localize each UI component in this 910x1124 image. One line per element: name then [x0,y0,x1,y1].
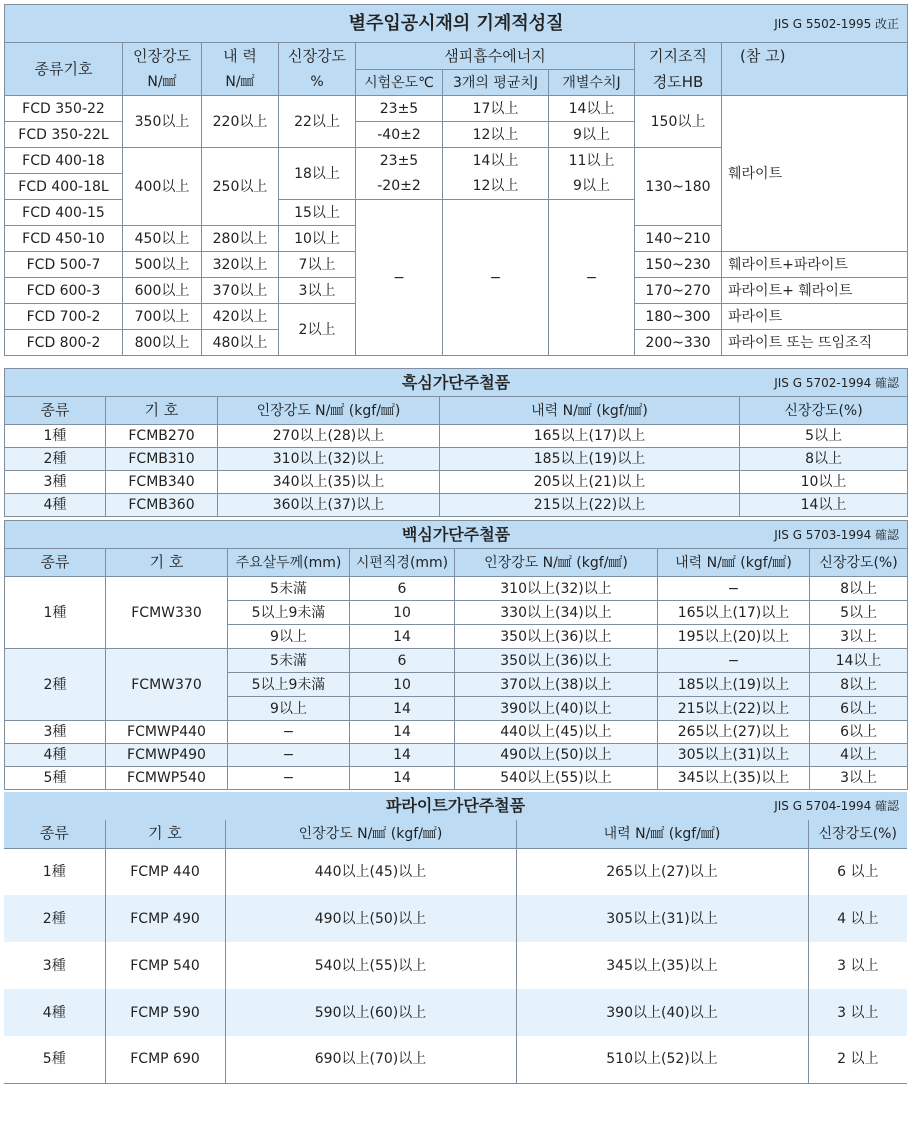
thickness-cell: − [228,744,350,767]
t3-header-code: 기 호 [106,549,228,577]
tensile-cell: 540以上(55)以上 [225,942,516,989]
kind-cell: 5種 [4,1036,105,1083]
elong-cell: 10以上 [279,226,356,252]
hardness-cell: 130~180 [635,148,722,226]
hardness-cell: 200~330 [635,330,722,356]
table1-title-bar [5,5,908,43]
header-reference: (참 고) [722,43,908,70]
code-cell: FCMB360 [106,494,218,517]
thickness-cell: 9以上 [228,625,350,649]
table-row [5,744,908,767]
tensile-cell: 270以上(28)以上 [218,425,440,448]
code-cell: FCMWP540 [106,767,228,790]
table1-title: 별주입공시재의 기계적성질 [348,12,564,34]
tensile-cell: 540以上(55)以上 [455,767,658,790]
t4-header-code: 기 호 [105,820,225,848]
t2-header-elong: 신장강도(%) [740,397,908,425]
yield-cell: 205以上(21)以上 [440,471,740,494]
yield-cell: 185以上(19)以上 [658,673,810,697]
header-yield-unit: N/㎟ [202,70,279,96]
matrix-cell: 파라이트 또는 뜨임조직 [722,330,908,356]
avg-cell: 12以上 [443,122,549,148]
type-cell: FCD 500-7 [5,252,123,278]
tensile-cell: 590以上(60)以上 [225,989,516,1036]
kind-cell: 3種 [5,721,106,744]
table-row [4,848,907,895]
table4-title-bar [4,792,907,820]
kind-cell: 2種 [5,649,106,721]
elong-cell: 6 以上 [808,848,907,895]
elong-cell: 8以上 [740,448,908,471]
t3-header-diameter: 시편직경(mm) [350,549,455,577]
elong-cell: 3以上 [810,625,908,649]
elong-cell: 3以上 [810,767,908,790]
type-cell: FCD 800-2 [5,330,123,356]
elong-cell: 6以上 [810,697,908,721]
thickness-cell: 5未滿 [228,649,350,673]
code-cell: FCMP 440 [105,848,225,895]
elong-cell: 2 以上 [808,1036,907,1083]
elong-cell: 10以上 [740,471,908,494]
hardness-cell: 180~300 [635,304,722,330]
t3-header-tensile: 인장강도 N/㎟ (kgf/㎟) [455,549,658,577]
kind-cell: 4種 [5,744,106,767]
tensile-cell: 700以上 [123,304,202,330]
type-cell: FCD 400-15 [5,200,123,226]
table2-title-bar [5,369,908,397]
table-row [5,448,908,471]
yield-cell: 370以上 [202,278,279,304]
table3-standard: JIS G 5703-1994 確認 [774,527,900,542]
yield-cell: 265以上(27)以上 [658,721,810,744]
table-row [4,989,907,1036]
table-row [5,721,908,744]
indiv-cell: 11以上 [549,148,635,174]
header-tensile-unit: N/㎟ [123,70,202,96]
diameter-cell: 10 [350,601,455,625]
kind-cell: 2種 [5,448,106,471]
yield-cell: 165以上(17)以上 [658,601,810,625]
table1-standard: JIS G 5502-1995 改正 [774,16,900,31]
diameter-cell: 14 [350,744,455,767]
tensile-cell: 800以上 [123,330,202,356]
yield-cell: 305以上(31)以上 [516,895,808,942]
kind-cell: 1種 [5,577,106,649]
tensile-cell: 350以上 [123,96,202,148]
yield-cell: 345以上(35)以上 [658,767,810,790]
diameter-cell: 14 [350,721,455,744]
ductile-iron-table [4,4,908,356]
kind-cell: 2種 [4,895,105,942]
temp-cell: -20±2 [356,174,443,200]
thickness-cell: 9以上 [228,697,350,721]
indiv-cell: 9以上 [549,174,635,200]
tensile-cell: 490以上(50)以上 [225,895,516,942]
header-test-temp: 시험온도℃ [356,70,443,96]
elong-cell: 22以上 [279,96,356,148]
table2-title: 흑심가단주철품 [401,372,511,392]
yield-cell: 215以上(22)以上 [440,494,740,517]
kind-cell: 1種 [5,425,106,448]
yield-cell: − [658,649,810,673]
header-indiv: 개별수치J [549,70,635,96]
code-cell: FCMW370 [106,649,228,721]
indiv-cell: 14以上 [549,96,635,122]
tensile-cell: 490以上(50)以上 [455,744,658,767]
table-row [5,577,908,601]
blackheart-malleable-table [4,368,908,517]
thickness-cell: − [228,721,350,744]
elong-cell: 14以上 [740,494,908,517]
t3-header-yield: 내력 N/㎟ (kgf/㎟) [658,549,810,577]
yield-cell: 305以上(31)以上 [658,744,810,767]
tensile-cell: 370以上(38)以上 [455,673,658,697]
elong-cell: 3 以上 [808,942,907,989]
yield-cell: 390以上(40)以上 [516,989,808,1036]
hardness-cell: 140~210 [635,226,722,252]
tensile-cell: 500以上 [123,252,202,278]
diameter-cell: 6 [350,577,455,601]
elong-cell: 4以上 [810,744,908,767]
yield-cell: 265以上(27)以上 [516,848,808,895]
yield-cell: 280以上 [202,226,279,252]
tensile-cell: 310以上(32)以上 [218,448,440,471]
elong-cell: 14以上 [810,649,908,673]
kind-cell: 4種 [4,989,105,1036]
table3-title-bar [5,521,908,549]
elong-cell: 3 以上 [808,989,907,1036]
type-cell: FCD 450-10 [5,226,123,252]
thickness-cell: 5以上9未滿 [228,673,350,697]
matrix-cell: 훼라이트 [722,96,908,252]
header-blank [722,70,908,96]
code-cell: FCMWP440 [106,721,228,744]
elong-cell: 7以上 [279,252,356,278]
tensile-cell: 450以上 [123,226,202,252]
elong-cell: 2以上 [279,304,356,356]
avg-cell: 12以上 [443,174,549,200]
tensile-cell: 690以上(70)以上 [225,1036,516,1083]
header-hardness: 경도HB [635,70,722,96]
t3-header-kind: 종류 [5,549,106,577]
code-cell: FCMP 540 [105,942,225,989]
elong-cell: 5以上 [810,601,908,625]
type-cell: FCD 400-18 [5,148,123,174]
t2-header-code: 기 호 [106,397,218,425]
yield-cell: 195以上(20)以上 [658,625,810,649]
header-elong-unit: % [279,70,356,96]
matrix-cell: 파라이트+ 훼라이트 [722,278,908,304]
yield-cell: 215以上(22)以上 [658,697,810,721]
header-tensile: 인장강도 [123,43,202,70]
elong-cell: 6以上 [810,721,908,744]
table-row [5,471,908,494]
t2-header-kind: 종류 [5,397,106,425]
code-cell: FCMP 590 [105,989,225,1036]
table-row [5,494,908,517]
temp-dash-cell: − [356,200,443,356]
avg-dash-cell: − [443,200,549,356]
avg-cell: 17以上 [443,96,549,122]
thickness-cell: − [228,767,350,790]
tensile-cell: 440以上(45)以上 [455,721,658,744]
elong-cell: 4 以上 [808,895,907,942]
diameter-cell: 10 [350,673,455,697]
table-row [4,942,907,989]
table-row [5,649,908,673]
elong-cell: 8以上 [810,577,908,601]
tensile-cell: 600以上 [123,278,202,304]
tensile-cell: 390以上(40)以上 [455,697,658,721]
yield-cell: 480以上 [202,330,279,356]
code-cell: FCMW330 [106,577,228,649]
yield-cell: 420以上 [202,304,279,330]
kind-cell: 5種 [5,767,106,790]
kind-cell: 3種 [42,957,66,974]
t2-header-tensile: 인장강도 N/㎟ (kgf/㎟) [218,397,440,425]
table3-title: 백심가단주철품 [401,524,511,544]
avg-cell: 14以上 [443,148,549,174]
t4-header-yield: 내력 N/㎟ (kgf/㎟) [516,820,808,848]
code-cell: FCMWP490 [106,744,228,767]
t3-header-elong: 신장강도(%) [810,549,908,577]
yield-cell: 510以上(52)以上 [516,1036,808,1083]
elong-cell: 15以上 [279,200,356,226]
elong-cell: 18以上 [279,148,356,200]
code-cell: FCMB310 [106,448,218,471]
elong-cell: 8以上 [810,673,908,697]
t3-header-thickness: 주요살두께(mm) [228,549,350,577]
table4-standard: JIS G 5704-1994 確認 [774,799,900,813]
tensile-cell: 400以上 [123,148,202,226]
code-cell: FCMB270 [106,425,218,448]
type-cell: FCD 600-3 [5,278,123,304]
diameter-cell: 6 [350,649,455,673]
type-cell: FCD 350-22 [5,96,123,122]
tensile-cell: 330以上(34)以上 [455,601,658,625]
yield-cell: 165以上(17)以上 [440,425,740,448]
indiv-cell: 9以上 [549,122,635,148]
kind-cell: 1種 [4,848,105,895]
tensile-cell: 440以上(45)以上 [225,848,516,895]
tensile-cell: 350以上(36)以上 [455,625,658,649]
header-yield: 내 력 [202,43,279,70]
code-cell: FCMB340 [106,471,218,494]
code-cell: FCMP 690 [105,1036,225,1083]
tensile-cell: 350以上(36)以上 [455,649,658,673]
yield-cell: 320以上 [202,252,279,278]
table-row [4,1036,907,1083]
kind-cell: 3種 [5,471,106,494]
matrix-cell: 훼라이트+파라이트 [722,252,908,278]
header-elong: 신장강도 [279,43,356,70]
kind-cell: 4種 [5,494,106,517]
diameter-cell: 14 [350,767,455,790]
yield-cell: 220以上 [202,96,279,148]
diameter-cell: 14 [350,697,455,721]
pearlitic-malleable-table [4,792,907,1084]
yield-cell: − [658,577,810,601]
yield-cell: 345以上(35)以上 [516,942,808,989]
whiteheart-malleable-table [4,520,908,790]
matrix-cell: 파라이트 [722,304,908,330]
indiv-dash-cell: − [549,200,635,356]
tensile-cell: 310以上(32)以上 [455,577,658,601]
thickness-cell: 5以上9未滿 [228,601,350,625]
temp-cell: 23±5 [356,148,443,174]
type-cell: FCD 350-22L [5,122,123,148]
code-cell: FCMP 490 [105,895,225,942]
hardness-cell: 150~230 [635,252,722,278]
table4-title: 파라이트가단주철품 [385,796,526,815]
thickness-cell: 5未滿 [228,577,350,601]
type-cell: FCD 700-2 [5,304,123,330]
table-row [5,425,908,448]
table-row [5,767,908,790]
header-matrix: 기지조직 [635,43,722,70]
header-impact: 샘피흡수에너지 [356,43,635,70]
t4-header-elong: 신장강도(%) [808,820,907,848]
t2-header-yield: 내력 N/㎟ (kgf/㎟) [440,397,740,425]
header-type: 종류기호 [5,43,123,96]
temp-cell: 23±5 [356,96,443,122]
tensile-cell: 360以上(37)以上 [218,494,440,517]
tensile-cell: 340以上(35)以上 [218,471,440,494]
elong-cell: 3以上 [279,278,356,304]
type-cell: FCD 400-18L [5,174,123,200]
t4-header-tensile: 인장강도 N/㎟ (kgf/㎟) [225,820,516,848]
diameter-cell: 14 [350,625,455,649]
elong-cell: 5以上 [740,425,908,448]
table2-standard: JIS G 5702-1994 確認 [774,375,900,390]
hardness-cell: 170~270 [635,278,722,304]
header-avg3: 3개의 평균치J [443,70,549,96]
yield-cell: 250以上 [202,148,279,226]
hardness-cell: 150以上 [635,96,722,148]
temp-cell: -40±2 [356,122,443,148]
yield-cell: 185以上(19)以上 [440,448,740,471]
t4-header-kind: 종류 [4,820,105,848]
table-row [4,895,907,942]
